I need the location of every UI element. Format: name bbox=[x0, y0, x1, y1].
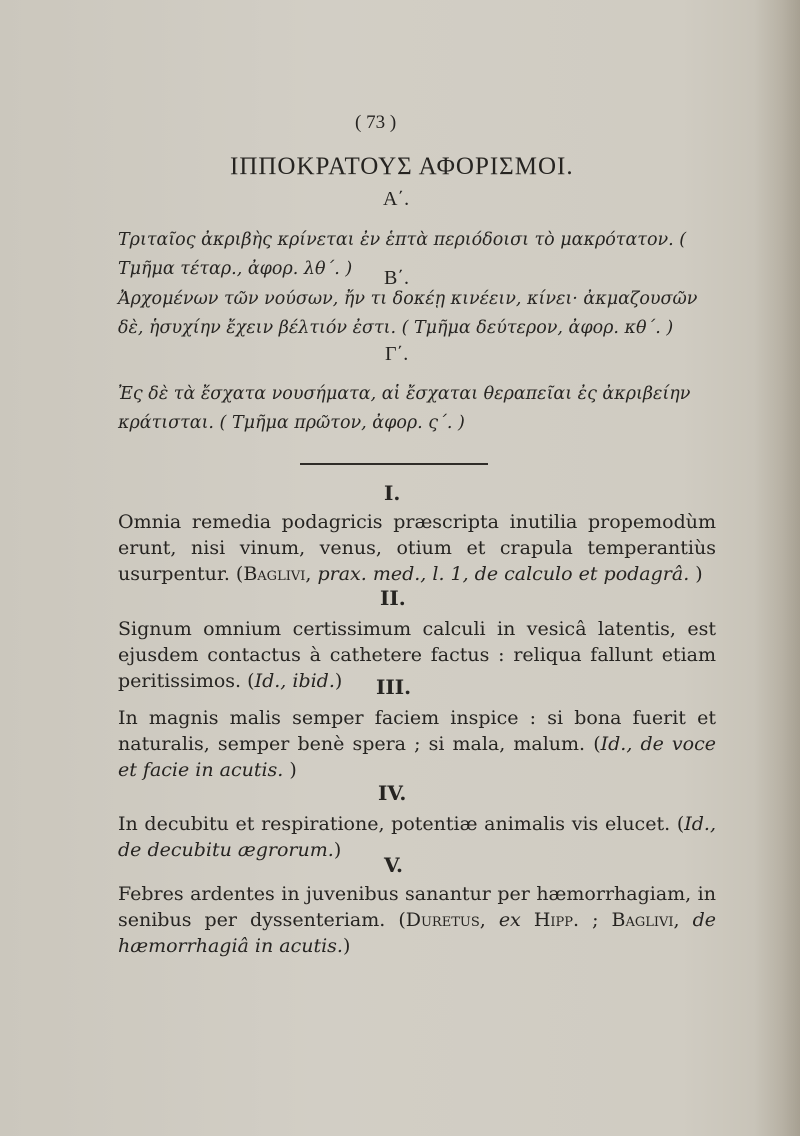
ref-open: ( bbox=[235, 563, 244, 585]
ref-open: ( bbox=[398, 909, 406, 931]
ref-close: ) bbox=[342, 935, 351, 957]
ref-close: ) bbox=[333, 839, 342, 861]
latin-heading-1: I. bbox=[384, 481, 401, 505]
aphorism-text: Febres ardentes in juvenibus sanantur per hæmorrhagiam, in senibus per dyssenteriam. bbox=[118, 883, 716, 931]
page-edge-shadow bbox=[754, 0, 800, 1136]
latin-aphorism-3 bbox=[118, 705, 716, 783]
latin-aphorism-5 bbox=[118, 881, 716, 959]
ref-close: ) bbox=[289, 759, 297, 781]
latin-aphorism-2 bbox=[118, 616, 716, 694]
ref-author-2: Hipp. ; bbox=[533, 909, 599, 931]
latin-heading-3: III. bbox=[376, 675, 412, 699]
greek-aphorism-1: Τριταῖος ἀκριβὴς κρίνεται ἐν ἑπτὰ περιόδοισι τὸ μακρότατον. ( Τμῆμα τέταρ., ἀφορ. λθ΄. ) bbox=[118, 230, 687, 279]
latin-aphorism-4 bbox=[118, 811, 716, 863]
ref-author-3: Baglivi, bbox=[611, 909, 680, 931]
latin-heading-4: IV. bbox=[378, 781, 407, 805]
ref-author: Duretus, bbox=[405, 909, 486, 931]
ref-open: ( bbox=[593, 733, 601, 755]
ref-text: prax. med., l. 1, de calculo et podagrâ. bbox=[317, 563, 690, 585]
latin-heading-2: II. bbox=[380, 586, 406, 610]
ref-close: ) bbox=[695, 563, 703, 585]
aphorism-text: In magnis malis semper faciem inspice : si bona fuerit et naturalis, semper benè spera ; si mala, malum. bbox=[118, 707, 716, 755]
ref-text-2: de hæmorrhagiâ in acutis. bbox=[118, 909, 717, 957]
ref-text: ex bbox=[498, 909, 521, 931]
ref-text: Id., de decubitu ægrorum. bbox=[118, 813, 716, 861]
ref-author: Baglivi, bbox=[243, 563, 312, 585]
aphorism-text: Omnia remedia podagricis præscripta inutilia propemodùm erunt, nisi vinum, venus, otium et crapula temperantiùs usurpentur. bbox=[118, 511, 716, 585]
ref-text: Id., ibid. bbox=[254, 670, 335, 692]
ref-text: Id., de voce et facie in acutis. bbox=[118, 733, 716, 781]
greek-heading-2: Β΄. bbox=[384, 267, 409, 289]
aphorism-text: In decubitu et respiratione, potentiæ animalis vis elucet. bbox=[118, 813, 671, 835]
section-divider bbox=[300, 463, 488, 465]
ref-open: ( bbox=[676, 813, 685, 835]
greek-heading-3: Γ΄. bbox=[385, 343, 409, 365]
ref-open: ( bbox=[247, 670, 255, 692]
latin-heading-5: V. bbox=[384, 853, 403, 877]
page-number: ( 73 ) bbox=[355, 112, 397, 133]
aphorism-text: Signum omnium certissimum calculi in vesicâ latentis, est ejusdem contactus à cathetere factus : reliqua fallunt etiam peritissimos. bbox=[118, 618, 716, 692]
greek-heading-1: Α΄. bbox=[383, 188, 410, 210]
greek-aphorism-3: Ἐς δὲ τὰ ἔσχατα νουσήματα, αἱ ἔσχαται θεραπεῖαι ἐς ἀκριβείην κράτισται. ( Τμῆμα πρῶτον, ἀφορ. ς΄. ) bbox=[118, 384, 691, 433]
latin-aphorism-1 bbox=[118, 509, 716, 587]
greek-aphorism-2: Ἀρχομένων τῶν νούσων, ἤν τι δοκέῃ κινέειν, κίνει· ἀκμαζουσῶν δὲ, ἡσυχίην ἔχειν βέλτιόν ἐστι. ( Τμῆμα δεύτερον, ἀφορ. κθ΄. ) bbox=[118, 289, 698, 338]
ref-close: ) bbox=[334, 670, 343, 692]
page-title: ΙΠΠΟΚΡΑΤΟΥΣ ΑΦΟΡΙΣΜΟΙ. bbox=[230, 153, 574, 180]
